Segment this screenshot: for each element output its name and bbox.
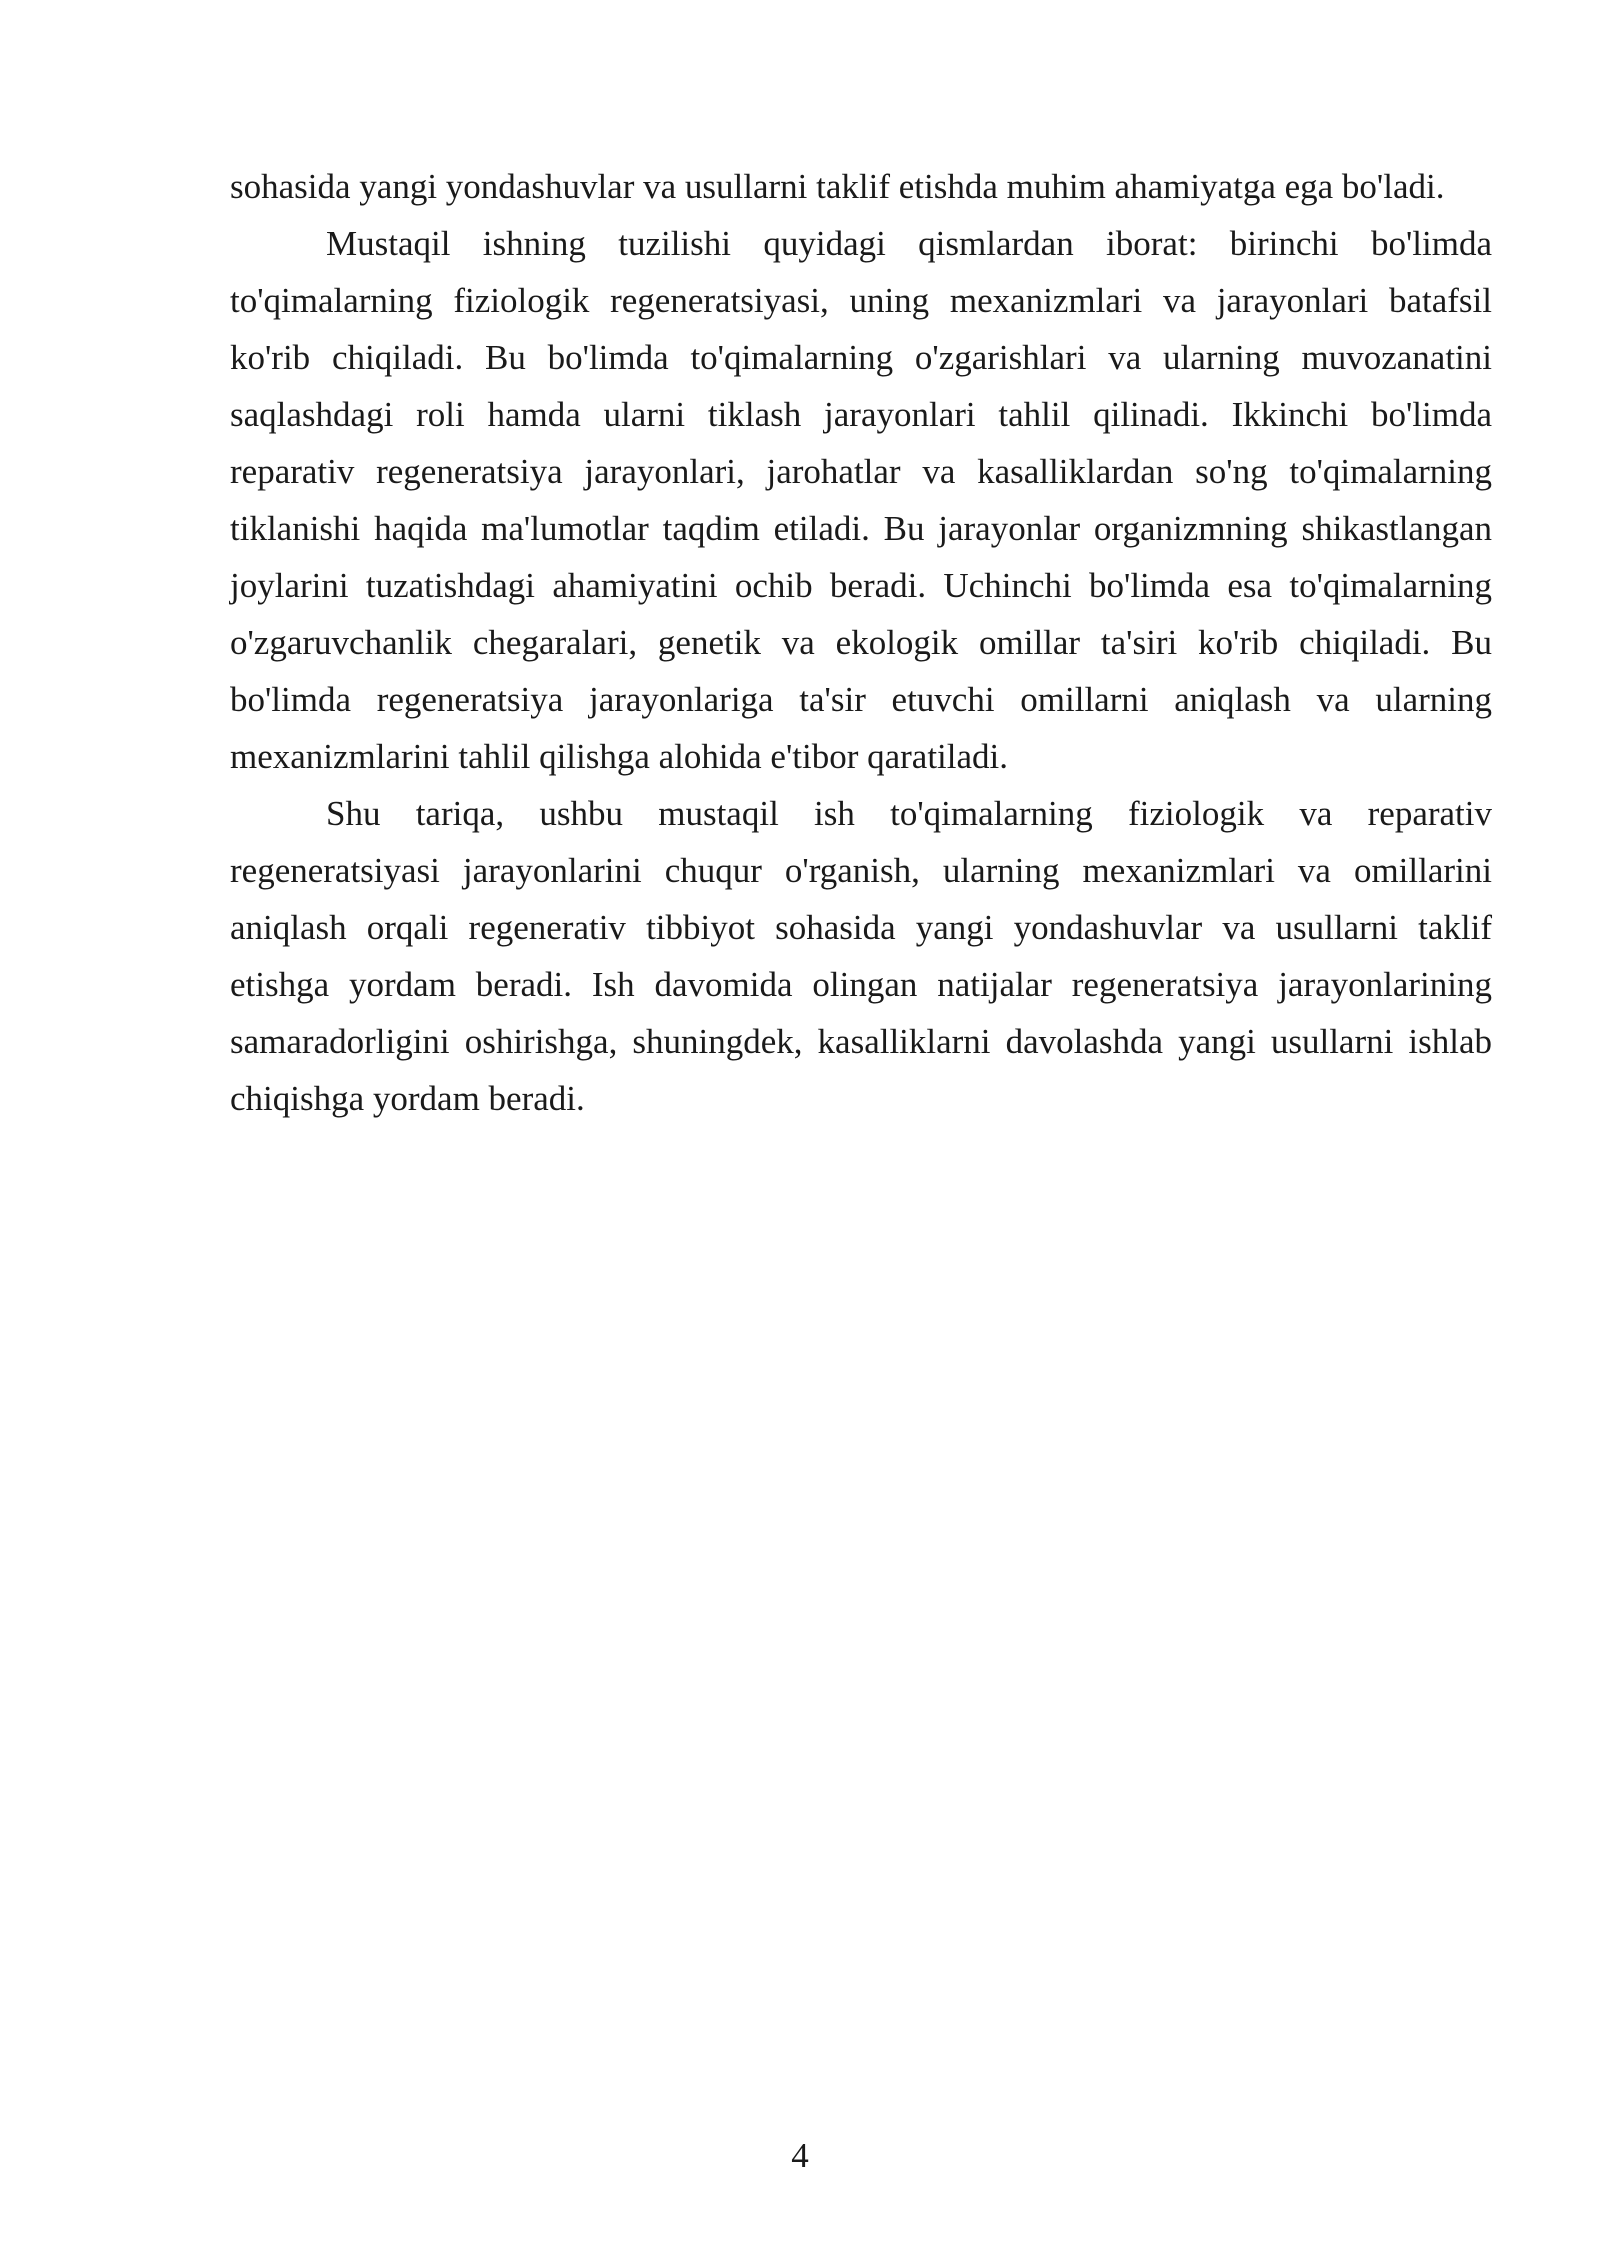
paragraph-continuation: sohasida yangi yondashuvlar va usullarni taklif etishda muhim ahamiyatga ega bo'ladi. [230, 167, 1445, 206]
paragraph-structure: Mustaqil ishning tuzilishi quyidagi qismlardan iborat: birinchi bo'limda to'qimalarning fiziologik regeneratsiyasi, uning mexanizmlari va jarayonlari batafsil ko'rib chiqiladi. Bu bo'limda to'qimalarning o'zgarishlari va ularning muvozanatini saqlashdagi roli hamda ularni tiklash jarayonlari tahlil qilinadi. Ikkinchi bo'limda reparativ regeneratsiya jarayonlari, jarohatlar va kasalliklardan so'ng to'qimalarning tiklanishi haqida ma'lumotlar taqdim etiladi. Bu jarayonlar organizmning shikastlangan joylarini tuzatishdagi ahamiyatini ochib beradi. Uchinchi bo'limda esa to'qimalarning o'zgaruvchanlik chegaralari, genetik va ekologik omillar ta'siri ko'rib chiqiladi. Bu bo'limda regeneratsiya jarayonlariga ta'sir etuvchi omillarni aniqlash va ularning mexanizmlarini tahlil qilishga alohida e'tibor qaratiladi. [230, 224, 1492, 776]
body-text [230, 158, 1492, 1127]
paragraph-conclusion: Shu tariqa, ushbu mustaqil ish to'qimalarning fiziologik va reparativ regeneratsiyasi jarayonlarini chuqur o'rganish, ularning mexanizmlari va omillarini aniqlash orqali regenerativ tibbiyot sohasida yangi yondashuvlar va usullarni taklif etishga yordam beradi. Ish davomida olingan natijalar regeneratsiya jarayonlarining samaradorligini oshirishga, shuningdek, kasalliklarni davolashda yangi usullarni ishlab chiqishga yordam beradi. [230, 794, 1492, 1118]
page-number: 4 [791, 2136, 809, 2175]
